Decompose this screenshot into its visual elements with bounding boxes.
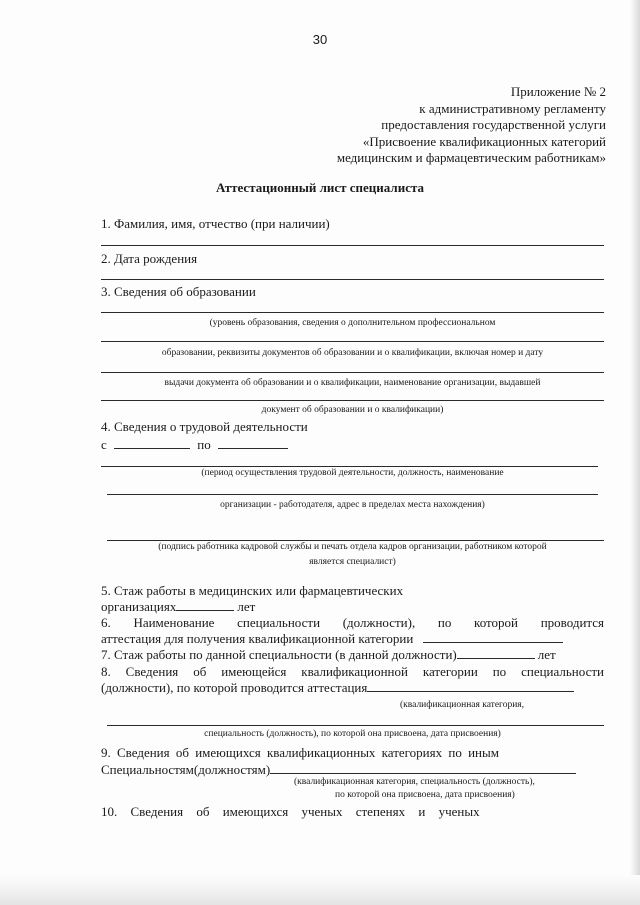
item-7-row [101, 647, 556, 663]
item-4-from-field[interactable] [114, 437, 190, 449]
item-4-hint: (период осуществления трудовой деятельности, должность, наименование [201, 468, 504, 478]
item-1-line[interactable] [101, 245, 604, 246]
item-4-signature-line[interactable] [107, 540, 604, 541]
item-8-category-field[interactable] [367, 680, 574, 692]
item-3-hint: выдачи документа об образовании и о квалификации, наименование организации, выдавшей [164, 378, 541, 388]
item-9-label: 9. Сведения об имеющихся квалификационных категориях по иным [101, 745, 499, 760]
item-6-category-field[interactable] [423, 631, 563, 643]
item-8-label-cont: (должности), по которой проводится аттестация [101, 680, 368, 695]
item-8-hint: специальность (должность), по которой она присвоена, дата присвоения) [204, 729, 501, 739]
item-4-line[interactable] [101, 466, 598, 467]
item-9-category-field[interactable] [270, 762, 576, 774]
item-2-line[interactable] [101, 279, 604, 280]
appendix-line: к административному регламенту [419, 100, 606, 116]
item-4-from-label: с [101, 437, 107, 452]
item-3-line[interactable] [101, 341, 604, 342]
item-3-hint: (уровень образования, сведения о дополнительном профессиональном [209, 318, 496, 328]
item-5-years-field[interactable] [176, 599, 234, 611]
item-2-label: 2. Дата рождения [101, 251, 198, 266]
item-3-line[interactable] [101, 372, 604, 373]
item-9-hint: по которой она присвоена, дата присвоения) [335, 790, 515, 800]
item-10-label: 10. Сведения об имеющихся ученых степенях и ученых [101, 804, 480, 819]
item-9-hint: (квалификационная категория, специальность (должность), [294, 777, 535, 787]
item-3-line[interactable] [101, 400, 604, 401]
item-4-hint: (подпись работника кадровой службы и печать отдела кадров организации, работником которой [158, 542, 547, 552]
item-1-label: 1. Фамилия, имя, отчество (при наличии) [101, 216, 330, 231]
document-title: Аттестационный лист специалиста [215, 180, 425, 195]
item-8-line[interactable] [107, 725, 604, 726]
item-5-label: 5. Стаж работы в медицинских или фармацевтических [101, 583, 404, 598]
item-4-line[interactable] [107, 494, 598, 495]
item-5-unit: лет [237, 599, 256, 614]
item-8-label: 8. Сведения об имеющейся квалификационной категории по специальности [101, 664, 604, 679]
item-5-row [101, 599, 255, 615]
appendix-line: «Присвоение квалификационных категорий [362, 133, 606, 149]
page-number: 30 [312, 32, 328, 47]
appendix-line: медицинским и фармацевтическим работникам» [336, 150, 606, 165]
item-8-hint: (квалификационная категория, [400, 700, 525, 710]
item-4-to-label: по [197, 437, 211, 452]
item-7-label: 7. Стаж работы по данной специальности (в данной должности) [101, 647, 457, 662]
item-4-label: 4. Сведения о трудовой деятельности [101, 419, 308, 434]
appendix-line: предоставления государственной услуги [381, 117, 606, 132]
item-6-label: 6. Наименование специальности (должности), по которой проводится [101, 615, 604, 630]
appendix-line: Приложение № 2 [510, 84, 606, 99]
item-8-row [101, 680, 574, 696]
item-6-row [101, 631, 563, 647]
item-7-unit: лет [537, 647, 556, 662]
item-4-hint: является специалист) [309, 557, 396, 567]
appendix-header [246, 84, 606, 167]
page-edge-shadow [630, 0, 640, 905]
item-6-label-cont: аттестация для получения квалификационной категории [101, 631, 414, 646]
page-bottom-shadow [0, 875, 640, 905]
item-5-label-cont: организациях [101, 599, 177, 614]
item-4-hint: организации - работодателя, адрес в пределах места нахождения) [220, 500, 485, 510]
item-3-hint: образовании, реквизиты документов об образовании и о квалификации, включая номер и дату [161, 348, 544, 358]
item-9-row [101, 762, 576, 778]
item-9-label-cont: Специальностям(должностям) [101, 762, 271, 777]
item-3-label: 3. Сведения об образовании [101, 284, 256, 299]
item-3-line[interactable] [101, 312, 604, 313]
item-4-to-field[interactable] [218, 437, 288, 449]
item-4-period [101, 437, 288, 453]
item-7-years-field[interactable] [457, 647, 535, 659]
item-3-hint: документ об образовании и о квалификации) [261, 405, 444, 415]
